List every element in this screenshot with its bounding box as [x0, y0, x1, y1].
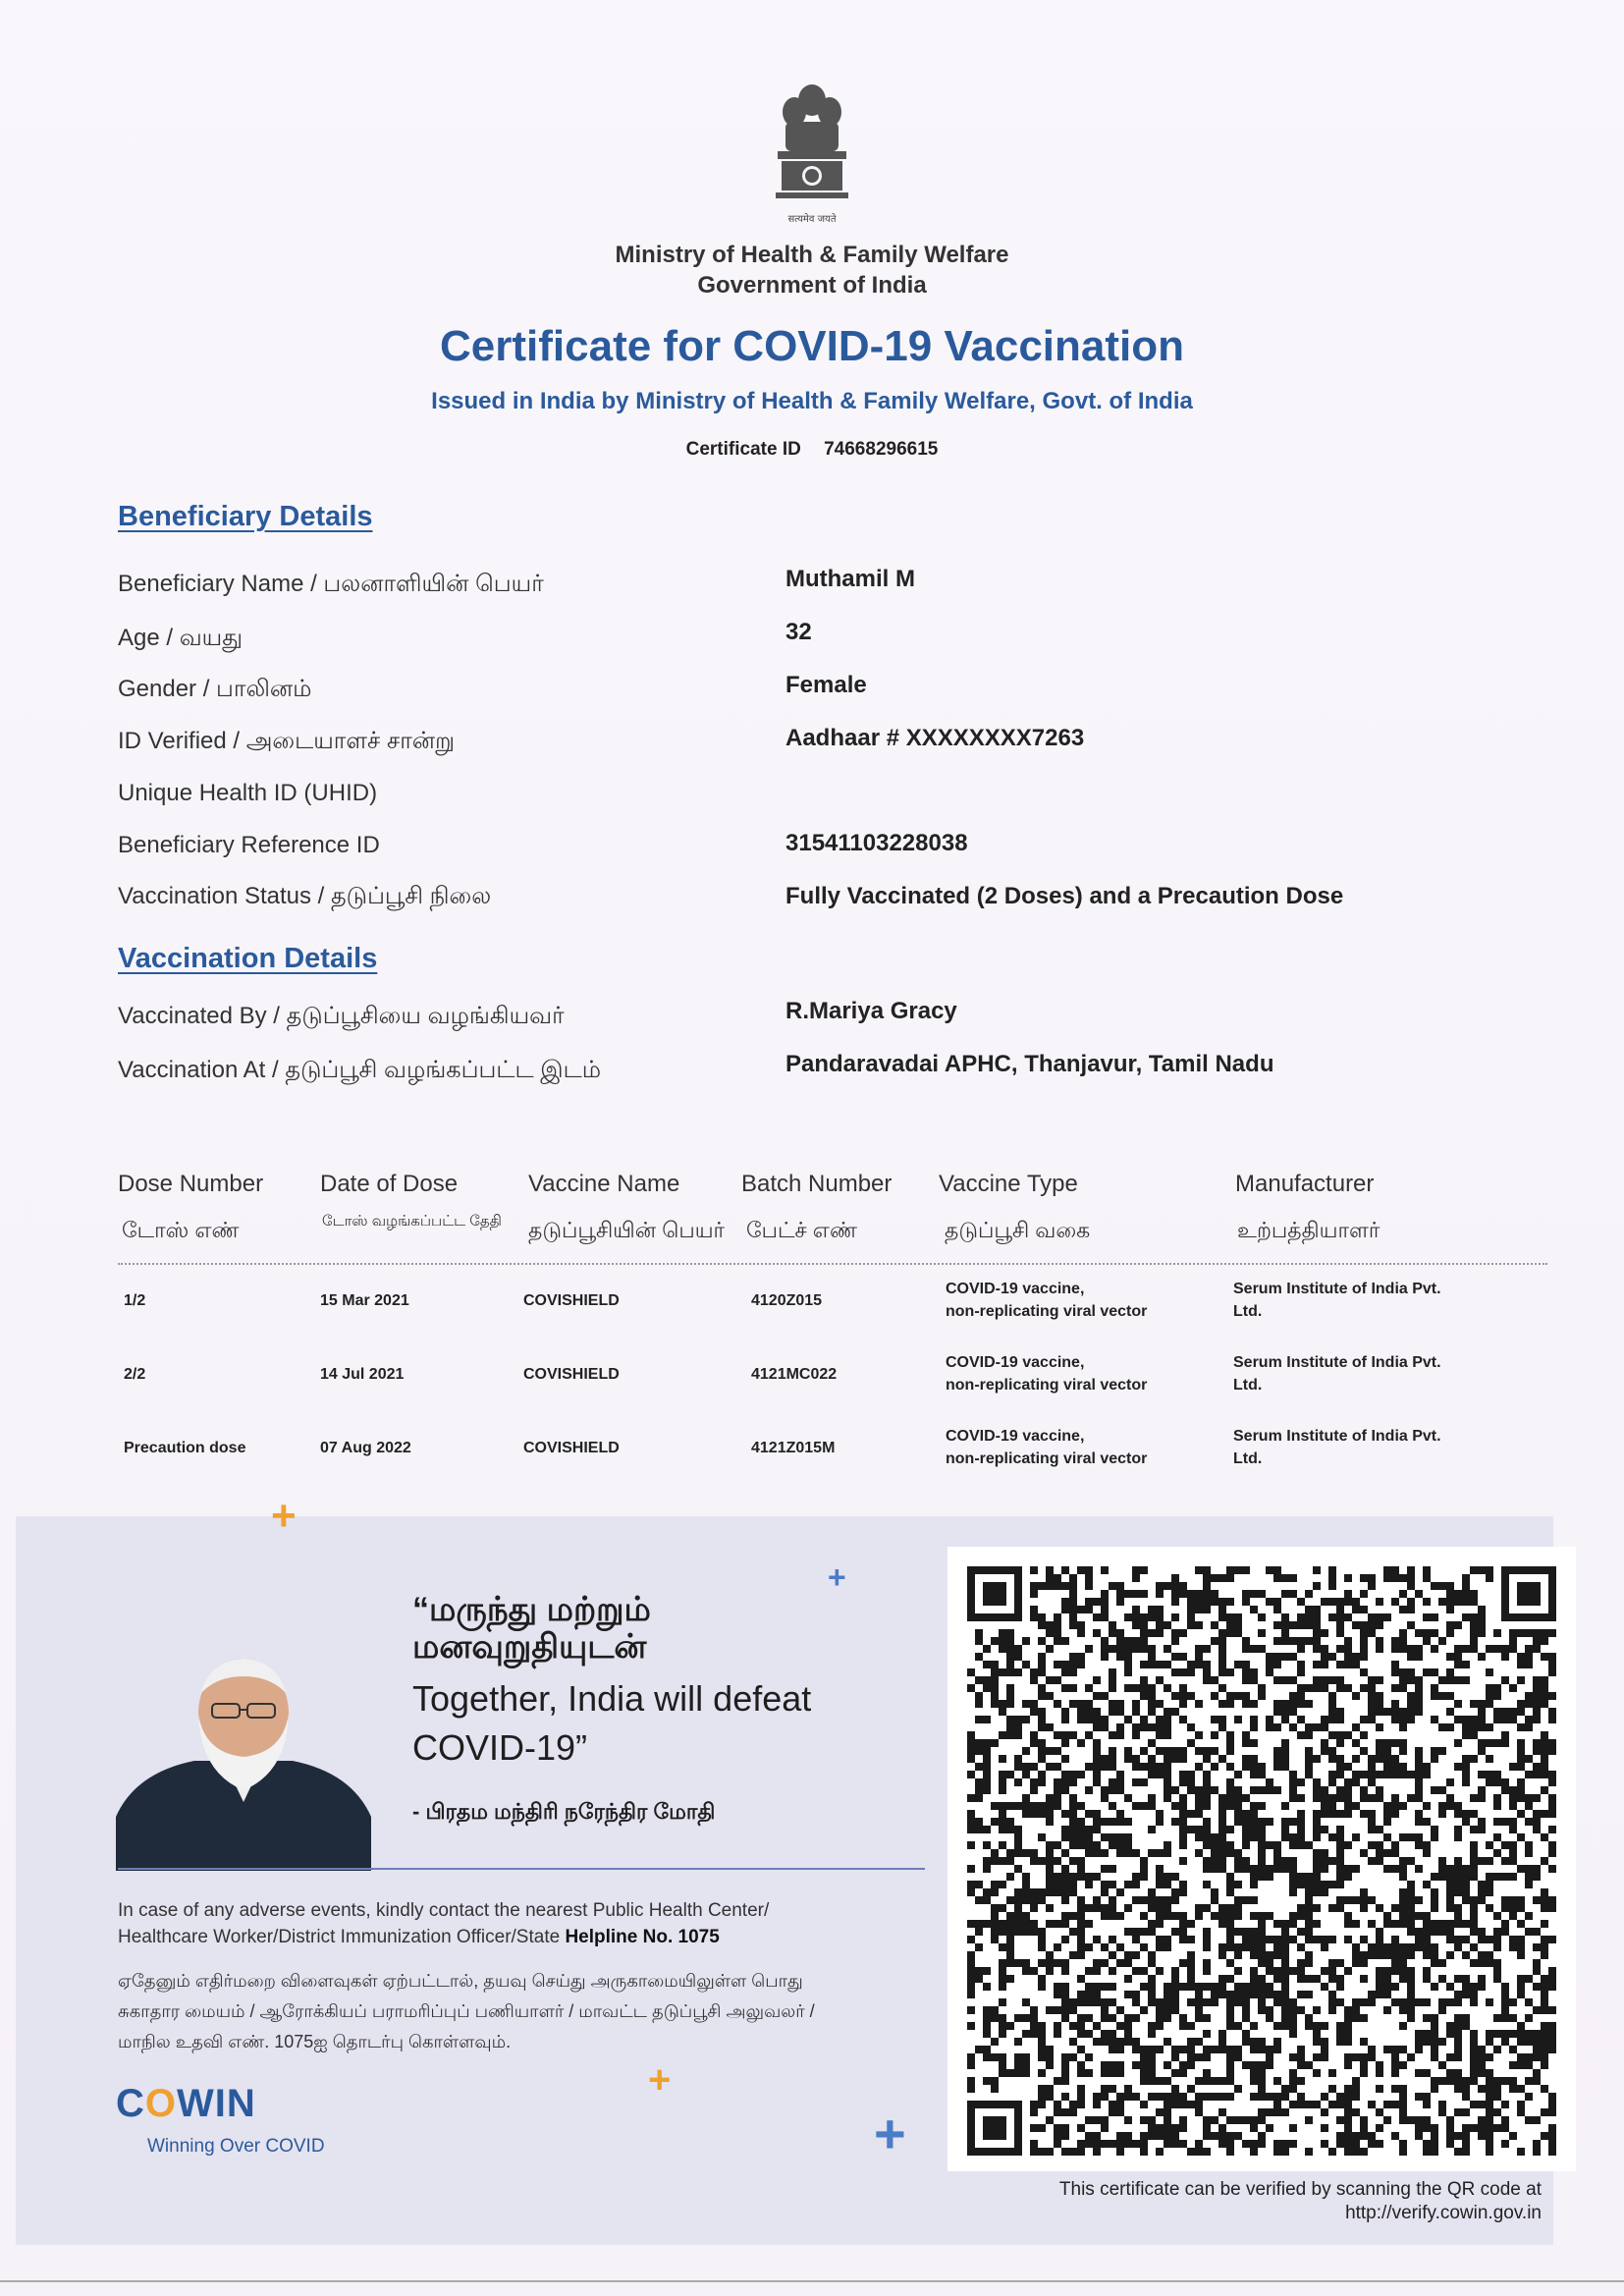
- col-manufacturer: Manufacturer: [1235, 1171, 1375, 1197]
- banner-divider: [118, 1868, 925, 1870]
- beneficiary-name-value: Muthamil M: [785, 566, 915, 592]
- vaccination-at-label: Vaccination At / தடுப்பூசி வழங்கப்பட்ட இடம்: [118, 1057, 601, 1083]
- svg-text:सत्यमेव जयते: सत्यमेव जयते: [787, 214, 837, 225]
- vaccine-name-cell: COVISHIELD: [523, 1440, 620, 1456]
- age-value: 32: [785, 619, 812, 645]
- manufacturer-line-2: Ltd.: [1233, 1303, 1263, 1320]
- col-dose-number-ta: டோஸ் எண்: [122, 1218, 240, 1242]
- vaccination-at-value: Pandaravadai APHC, Thanjavur, Tamil Nadu: [785, 1051, 1274, 1077]
- dose-number-cell: Precaution dose: [124, 1440, 246, 1456]
- certificate-id-value: 74668296615: [824, 439, 939, 460]
- national-emblem-icon: [768, 81, 856, 228]
- blue-plus-icon: +: [828, 1559, 846, 1595]
- verification-note: [884, 2178, 1542, 2225]
- reference-id-label: Beneficiary Reference ID: [118, 832, 380, 858]
- quote-english: [412, 1674, 811, 1773]
- manufacturer-line-1: Serum Institute of India Pvt.: [1233, 1281, 1441, 1297]
- col-dose-number: Dose Number: [118, 1171, 264, 1197]
- prime-minister-portrait: [116, 1655, 371, 1871]
- help-ta-line-1: ஏதேனும் எதிர்மறை விளைவுகள் ஏற்பட்டால், தயவு செய்து அருகாமையிலுள்ள பொது: [118, 1971, 803, 1991]
- vaccine-type-line-1: COVID-19 vaccine,: [946, 1428, 1085, 1445]
- vaccine-type-line-1: COVID-19 vaccine,: [946, 1354, 1085, 1371]
- verify-line-2: http://verify.cowin.gov.in: [1345, 2203, 1542, 2223]
- vaccination-details-heading: Vaccination Details: [118, 943, 378, 974]
- col-vaccine-type-ta: தடுப்பூசி வகை: [945, 1218, 1091, 1242]
- col-vaccine-name: Vaccine Name: [528, 1171, 680, 1197]
- cowin-logo-c: C: [116, 2082, 145, 2125]
- blue-plus-icon: +: [874, 2103, 906, 2164]
- manufacturer-line-2: Ltd.: [1233, 1377, 1263, 1394]
- gender-value: Female: [785, 672, 867, 698]
- vaccine-type-line-2: non-replicating viral vector: [946, 1303, 1148, 1320]
- help-line-1: In case of any adverse events, kindly contact the nearest Public Health Center/: [118, 1900, 770, 1921]
- orange-plus-icon: +: [271, 1492, 297, 1540]
- certificate-title: Certificate for COVID-19 Vaccination: [440, 322, 1184, 370]
- manufacturer-cell: [1233, 1351, 1441, 1396]
- dose-number-cell: 2/2: [124, 1366, 146, 1383]
- vaccinated-by-value: R.Mariya Gracy: [785, 998, 957, 1024]
- col-vaccine-name-ta: தடுப்பூசியின் பெயர்: [528, 1218, 726, 1242]
- dose-date-cell: 14 Jul 2021: [320, 1366, 405, 1383]
- certificate-subtitle: Issued in India by Ministry of Health & Family Welfare, Govt. of India: [431, 388, 1193, 414]
- beneficiary-details-heading: Beneficiary Details: [118, 501, 373, 532]
- quote-english-line-1: Together, India will defeat: [412, 1678, 812, 1719]
- col-batch-number: Batch Number: [741, 1171, 893, 1197]
- vaccine-type-cell: [946, 1278, 1147, 1323]
- gender-label: Gender / பாலினம்: [118, 676, 312, 702]
- quote-english-line-2: COVID-19”: [412, 1727, 588, 1768]
- dose-date-cell: 15 Mar 2021: [320, 1292, 409, 1309]
- vaccinated-by-label: Vaccinated By / தடுப்பூசியை வழங்கியவர்: [118, 1003, 565, 1029]
- batch-number-cell: 4120Z015: [751, 1292, 823, 1309]
- col-vaccine-type: Vaccine Type: [939, 1171, 1078, 1197]
- id-verified-value: Aadhaar # XXXXXXXX7263: [785, 725, 1085, 751]
- cowin-tagline: Winning Over COVID: [147, 2136, 325, 2157]
- quote-attribution: - பிரதம மந்திரி நரேந்திர மோதி: [412, 1799, 716, 1824]
- orange-plus-icon: +: [648, 2058, 672, 2102]
- dose-date-cell: 07 Aug 2022: [320, 1440, 411, 1456]
- certificate-id: [0, 439, 1624, 461]
- age-label: Age / வயது: [118, 625, 244, 651]
- qr-modules: [967, 1566, 1556, 2156]
- verify-line-1: This certificate can be verified by scanning the QR code at: [1058, 2179, 1542, 2200]
- reference-id-value: 31541103228038: [785, 830, 968, 856]
- help-ta-line-2: சுகாதார மையம் / ஆரோக்கியப் பராமரிப்புப் பணியாளர் / மாவட்ட தடுப்பூசி அலுவலர் /: [118, 2001, 815, 2021]
- help-line-2-text: Healthcare Worker/District Immunization Officer/State: [118, 1927, 561, 1947]
- helpline-number: Helpline No. 1075: [565, 1927, 720, 1947]
- manufacturer-cell: [1233, 1425, 1441, 1470]
- ministry-heading: [0, 240, 1624, 301]
- quote-tamil-line-1: “மருந்து மற்றும்: [412, 1591, 651, 1628]
- quote-tamil: [412, 1591, 651, 1666]
- certificate-id-label: Certificate ID: [685, 439, 801, 460]
- manufacturer-line-1: Serum Institute of India Pvt.: [1233, 1354, 1441, 1371]
- id-verified-label: ID Verified / அடையாளச் சான்று: [118, 728, 456, 754]
- vaccine-type-cell: [946, 1425, 1147, 1470]
- manufacturer-cell: [1233, 1278, 1441, 1323]
- col-batch-number-ta: பேட்ச் எண்: [746, 1218, 857, 1242]
- help-line-2: [118, 1924, 923, 1950]
- bottom-border: [0, 2280, 1624, 2282]
- dose-number-cell: 1/2: [124, 1292, 146, 1309]
- batch-number-cell: 4121Z015M: [751, 1440, 836, 1456]
- vaccine-type-line-2: non-replicating viral vector: [946, 1450, 1148, 1467]
- qr-code[interactable]: [967, 1566, 1556, 2156]
- table-header-divider: [118, 1263, 1547, 1265]
- vaccine-name-cell: COVISHIELD: [523, 1366, 620, 1383]
- help-ta-line-3: மாநில உதவி எண். 1075ஐ தொடர்பு கொள்ளவும்.: [118, 2032, 512, 2051]
- vaccine-type-line-1: COVID-19 vaccine,: [946, 1281, 1085, 1297]
- vaccination-status-label: Vaccination Status / தடுப்பூசி நிலை: [118, 883, 492, 909]
- cowin-logo-o: O: [144, 2082, 178, 2125]
- uhid-label: Unique Health ID (UHID): [118, 780, 378, 806]
- qr-code-panel: [947, 1547, 1576, 2171]
- col-manufacturer-ta: உற்பத்தியாளர்: [1237, 1218, 1380, 1242]
- manufacturer-line-2: Ltd.: [1233, 1450, 1263, 1467]
- vaccine-name-cell: COVISHIELD: [523, 1292, 620, 1309]
- vaccination-status-value: Fully Vaccinated (2 Doses) and a Precaution Dose: [785, 883, 1344, 909]
- manufacturer-line-1: Serum Institute of India Pvt.: [1233, 1428, 1441, 1445]
- vaccine-type-line-2: non-replicating viral vector: [946, 1377, 1148, 1394]
- col-date-of-dose-ta: டோஸ் வழங்கப்பட்ட தேதி: [322, 1213, 502, 1230]
- beneficiary-name-label: Beneficiary Name / பலனாளியின் பெயர்: [118, 571, 544, 597]
- ministry-line-2: Government of India: [697, 272, 927, 299]
- quote-tamil-line-2: மனவுறுதியுடன்: [412, 1628, 647, 1666]
- adverse-event-help-tamil: [118, 1966, 923, 2057]
- adverse-event-help-english: [118, 1897, 923, 1950]
- cowin-logo-win: WIN: [177, 2082, 256, 2125]
- ministry-line-1: Ministry of Health & Family Welfare: [615, 242, 1009, 268]
- cowin-logo: [116, 2082, 256, 2126]
- col-date-of-dose: Date of Dose: [320, 1171, 459, 1197]
- vaccine-type-cell: [946, 1351, 1147, 1396]
- batch-number-cell: 4121MC022: [751, 1366, 838, 1383]
